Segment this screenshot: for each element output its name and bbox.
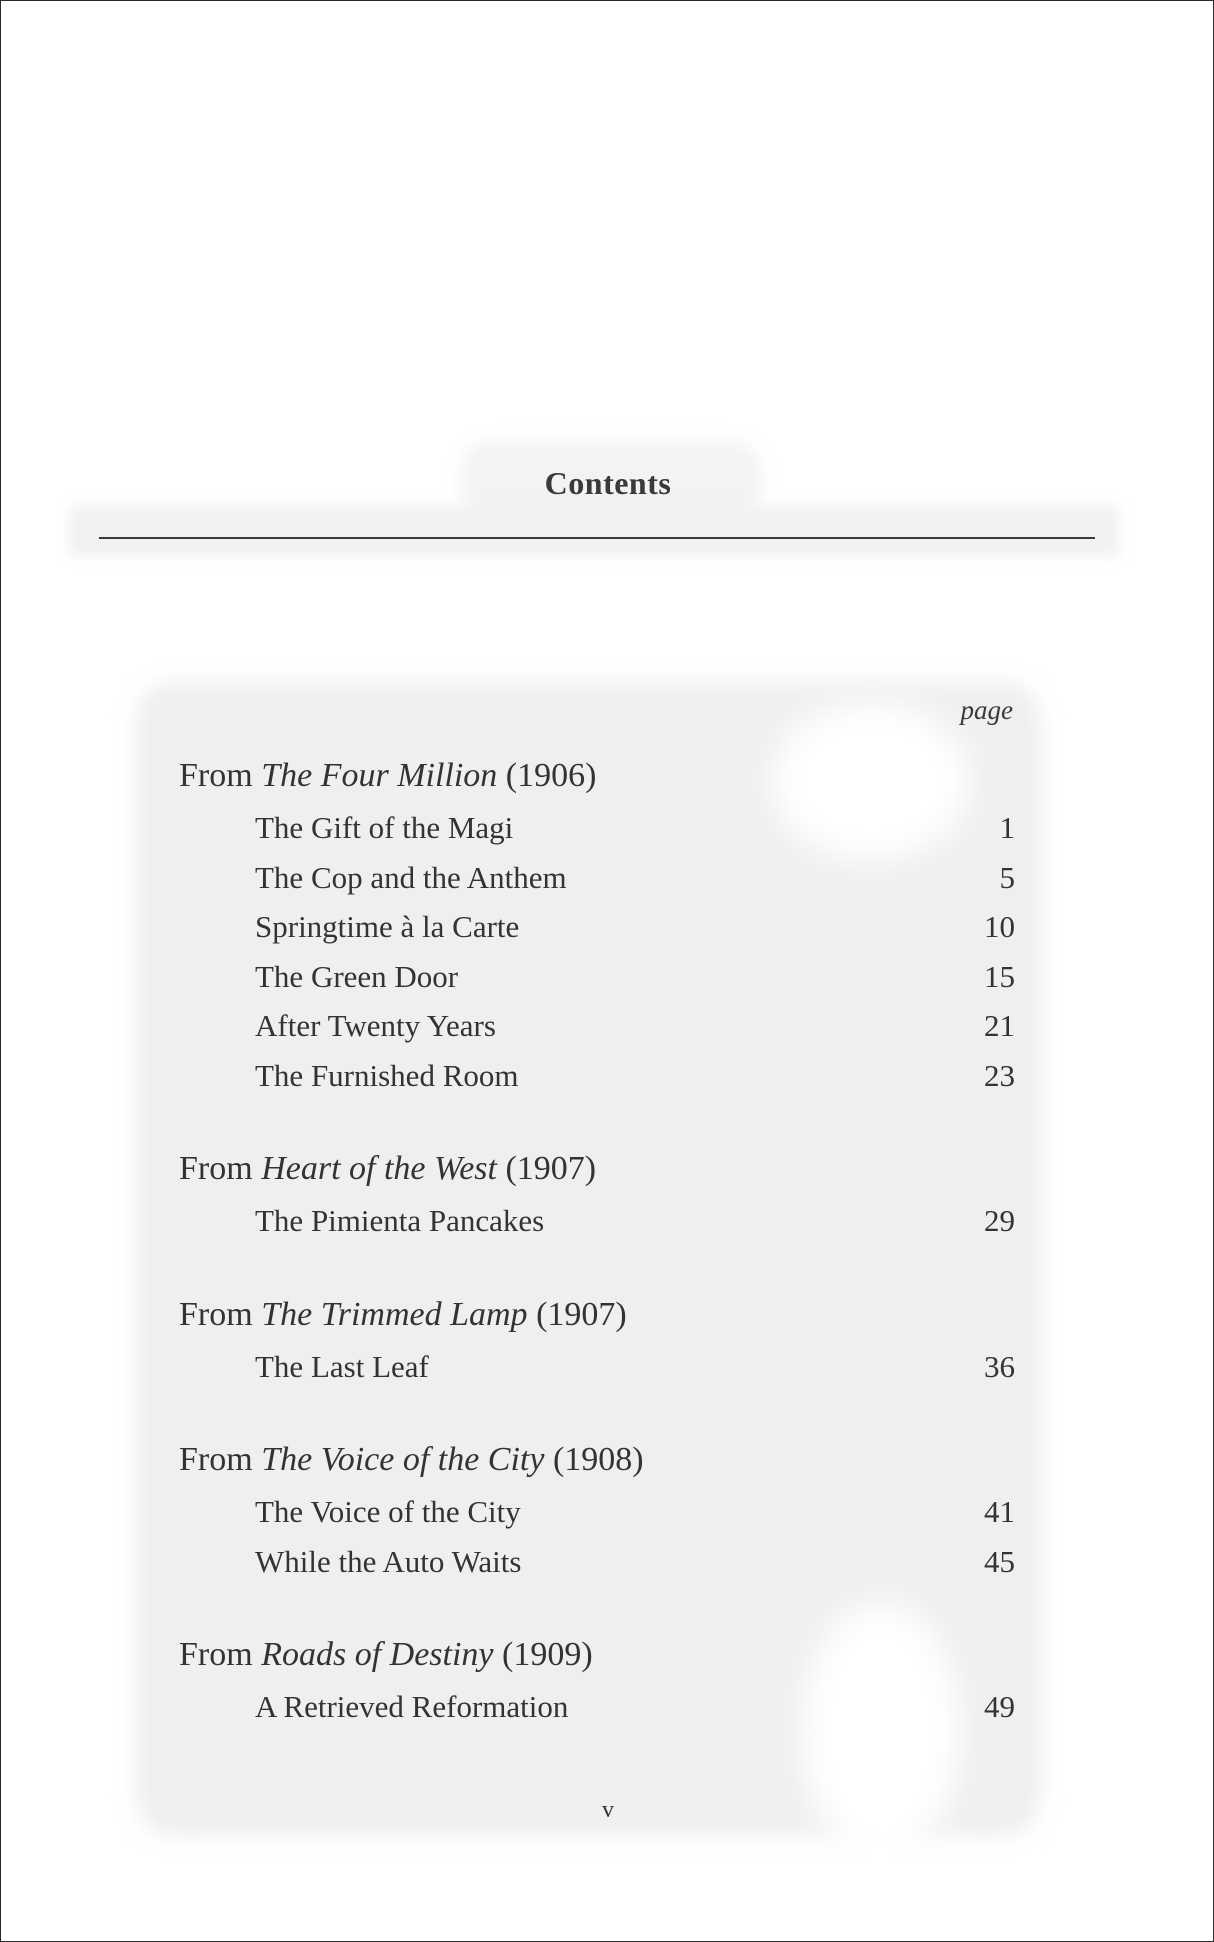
book-year: (1906) [505,757,597,794]
toc-entry [179,1682,1015,1732]
section-prefix: From [179,1295,253,1333]
page-number: 1 [999,810,1015,845]
toc-section [179,1628,1015,1732]
section-prefix: From [179,1150,253,1187]
page-number: 29 [984,1203,1015,1238]
page-title: Contents [544,465,672,501]
toc-entry [179,1051,1015,1101]
section-prefix: From [179,757,253,794]
story-title: The Green Door [255,958,459,994]
toc-entry [179,1487,1015,1537]
story-title: The Last Leaf [255,1348,429,1384]
story-title: The Voice of the City [255,1494,521,1529]
scan-shading [69,506,1119,556]
section-prefix: From [179,1441,253,1478]
story-title: While the Auto Waits [255,1543,522,1579]
story-title: The Gift of the Magi [255,810,514,845]
page-column-label: page [960,695,1013,725]
book-title: Roads of Destiny [261,1636,494,1673]
book-year: (1908) [552,1441,644,1478]
page-number: 41 [984,1494,1015,1529]
toc-entry [179,1001,1015,1051]
book-title: The Voice of the City [261,1441,545,1478]
toc-section [179,749,1015,1100]
page-number: 23 [984,1057,1015,1093]
title-rule [99,537,1095,539]
story-title: The Furnished Room [255,1057,519,1093]
toc-entry [179,853,1015,903]
book-title: The Trimmed Lamp [261,1295,528,1333]
toc-section [179,1288,1015,1392]
section-prefix: From [179,1636,253,1673]
toc-section [179,1433,1015,1586]
section-heading [179,1628,1015,1682]
page-number: 36 [984,1348,1015,1384]
table-of-contents [179,749,1015,1774]
page-number: 49 [984,1689,1015,1724]
book-year: (1909) [502,1636,593,1673]
story-title: Springtime à la Carte [255,909,520,944]
toc-entry [179,1537,1015,1587]
section-heading [179,749,1015,803]
book-title: The Four Million [261,757,498,794]
section-heading [179,1288,1015,1342]
toc-entry [179,952,1015,1002]
page-number: 5 [999,859,1015,895]
story-title: The Pimienta Pancakes [255,1203,545,1238]
page-number: 21 [984,1008,1015,1043]
page-number: 15 [984,958,1015,994]
story-title: After Twenty Years [255,1008,496,1043]
story-title: The Cop and the Anthem [255,859,567,895]
section-heading [179,1433,1015,1487]
toc-entry [179,1342,1015,1392]
story-title: A Retrieved Reformation [255,1689,569,1724]
toc-entry [179,803,1015,853]
section-heading [179,1142,1015,1196]
page-number: 10 [984,909,1015,944]
toc-entry [179,902,1015,952]
toc-section [179,1142,1015,1246]
book-title: Heart of the West [261,1150,497,1187]
toc-entry [179,1196,1015,1246]
page-folio: v [602,1797,614,1823]
book-year: (1907) [505,1150,597,1187]
book-year: (1907) [536,1295,627,1333]
page-number: 45 [984,1543,1015,1579]
